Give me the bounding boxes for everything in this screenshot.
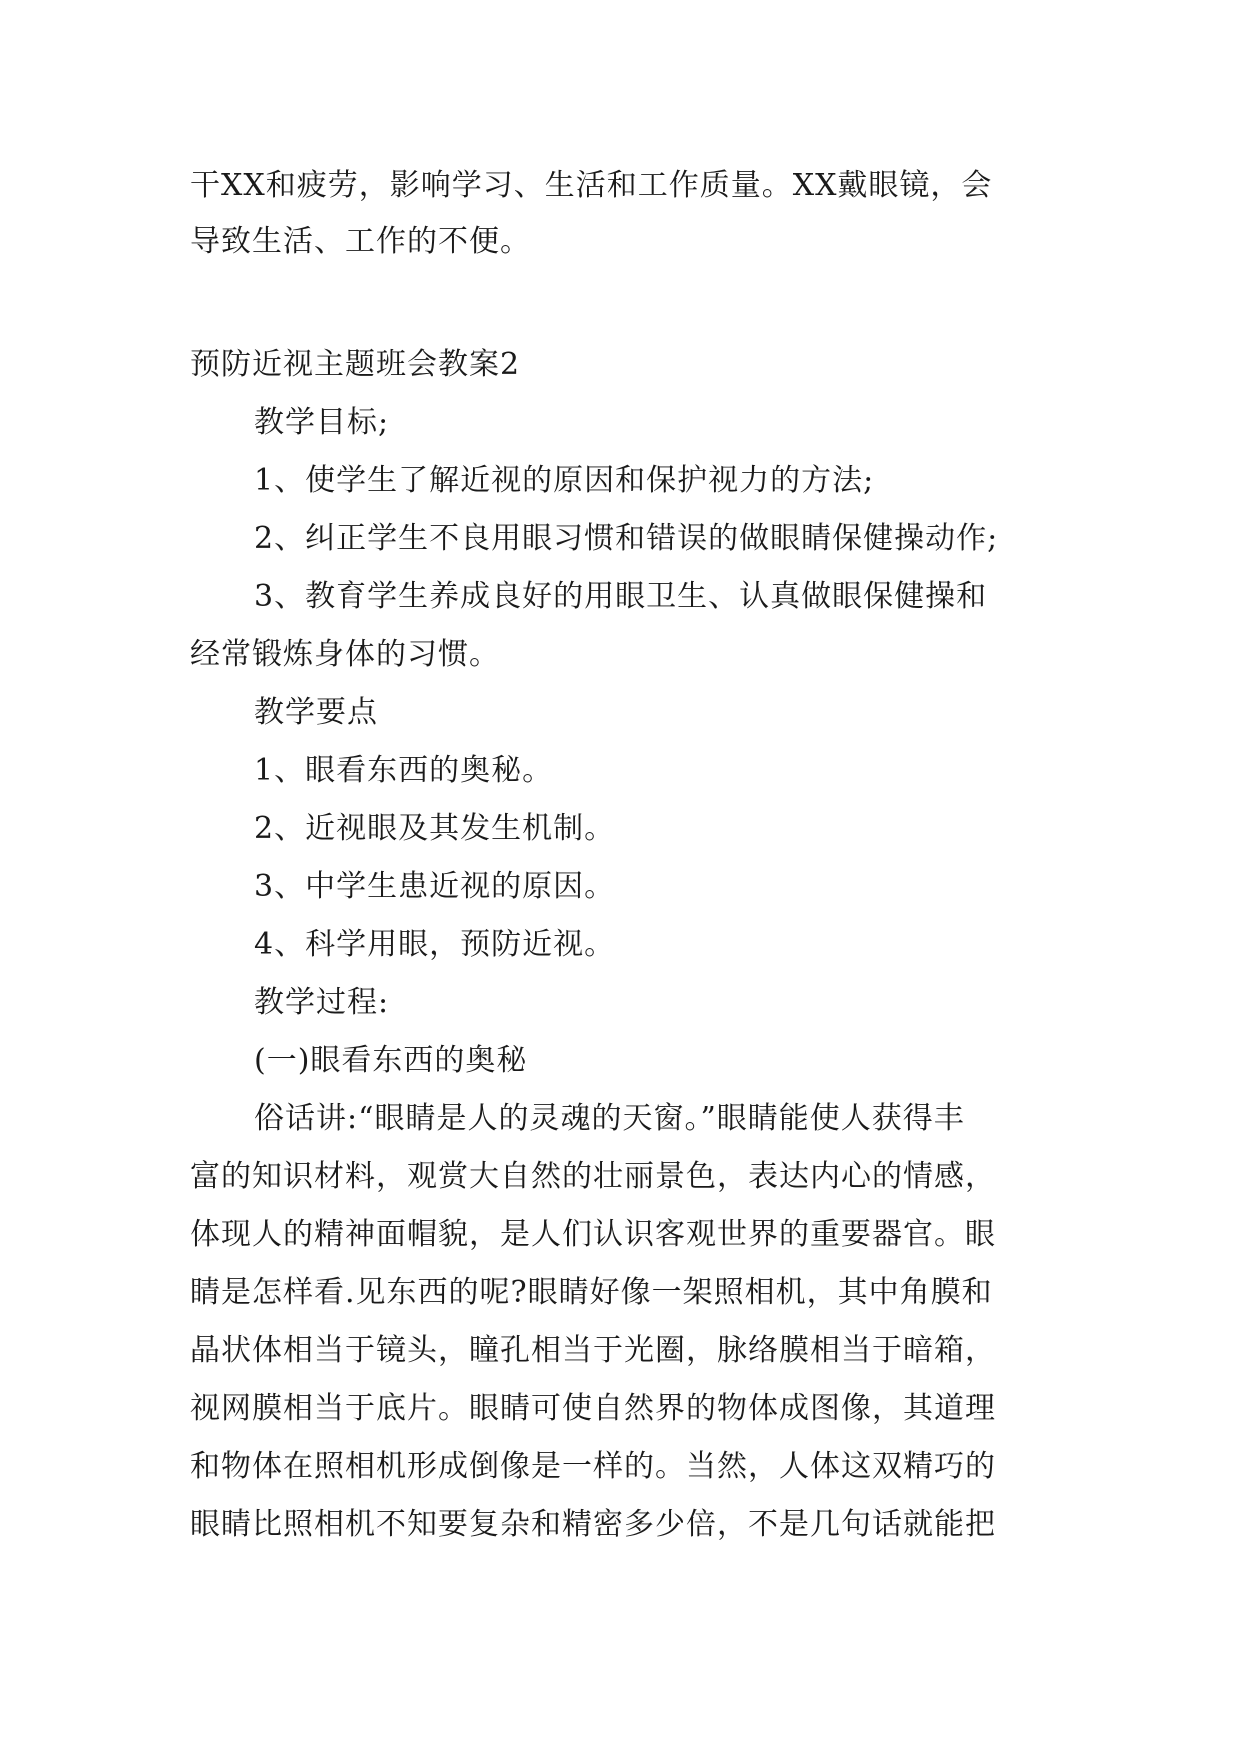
heading-teaching-goals: 教学目标;	[254, 405, 390, 440]
subheading: (一)眼看东西的奥秘	[254, 1043, 528, 1078]
paragraph-line: 干XX和疲劳，影响学习、生活和工作质量。XX戴眼镜，会	[190, 168, 993, 203]
paragraph-line: 视网膜相当于底片。眼睛可使自然界的物体成图像，其道理	[190, 1391, 996, 1426]
list-item: 3、中学生患近视的原因。	[254, 869, 616, 904]
list-item-continuation: 经常锻炼身体的习惯。	[190, 637, 500, 672]
paragraph-line: 富的知识材料，观赏大自然的壮丽景色，表达内心的情感，	[190, 1159, 996, 1194]
list-item: 4、科学用眼，预防近视。	[254, 927, 616, 962]
paragraph-line: 和物体在照相机形成倒像是一样的。当然，人体这双精巧的	[190, 1449, 996, 1484]
list-item: 2、纠正学生不良用眼习惯和错误的做眼睛保健操动作;	[254, 521, 999, 556]
list-item: 1、使学生了解近视的原因和保护视力的方法;	[254, 463, 875, 498]
paragraph-line: 睛是怎样看.见东西的呢?眼睛好像一架照相机，其中角膜和	[190, 1275, 993, 1310]
list-item: 3、教育学生养成良好的用眼卫生、认真做眼保健操和	[254, 579, 988, 614]
paragraph-line: 体现人的精神面帽貌，是人们认识客观世界的重要器官。眼	[190, 1217, 996, 1252]
heading-teaching-points: 教学要点	[254, 695, 378, 730]
paragraph-line: 眼睛比照相机不知要复杂和精密多少倍，不是几句话就能把	[190, 1507, 996, 1542]
heading-teaching-process: 教学过程:	[254, 985, 390, 1020]
list-item: 1、眼看东西的奥秘。	[254, 753, 554, 788]
section-title: 预防近视主题班会教案2	[190, 347, 521, 382]
paragraph-line: 俗话讲:“眼睛是人的灵魂的天窗。”眼睛能使人获得丰	[254, 1101, 965, 1136]
list-item: 2、近视眼及其发生机制。	[254, 811, 616, 846]
paragraph-line: 晶状体相当于镜头，瞳孔相当于光圈，脉络膜相当于暗箱，	[190, 1333, 996, 1368]
paragraph-line: 导致生活、工作的不便。	[190, 224, 531, 259]
